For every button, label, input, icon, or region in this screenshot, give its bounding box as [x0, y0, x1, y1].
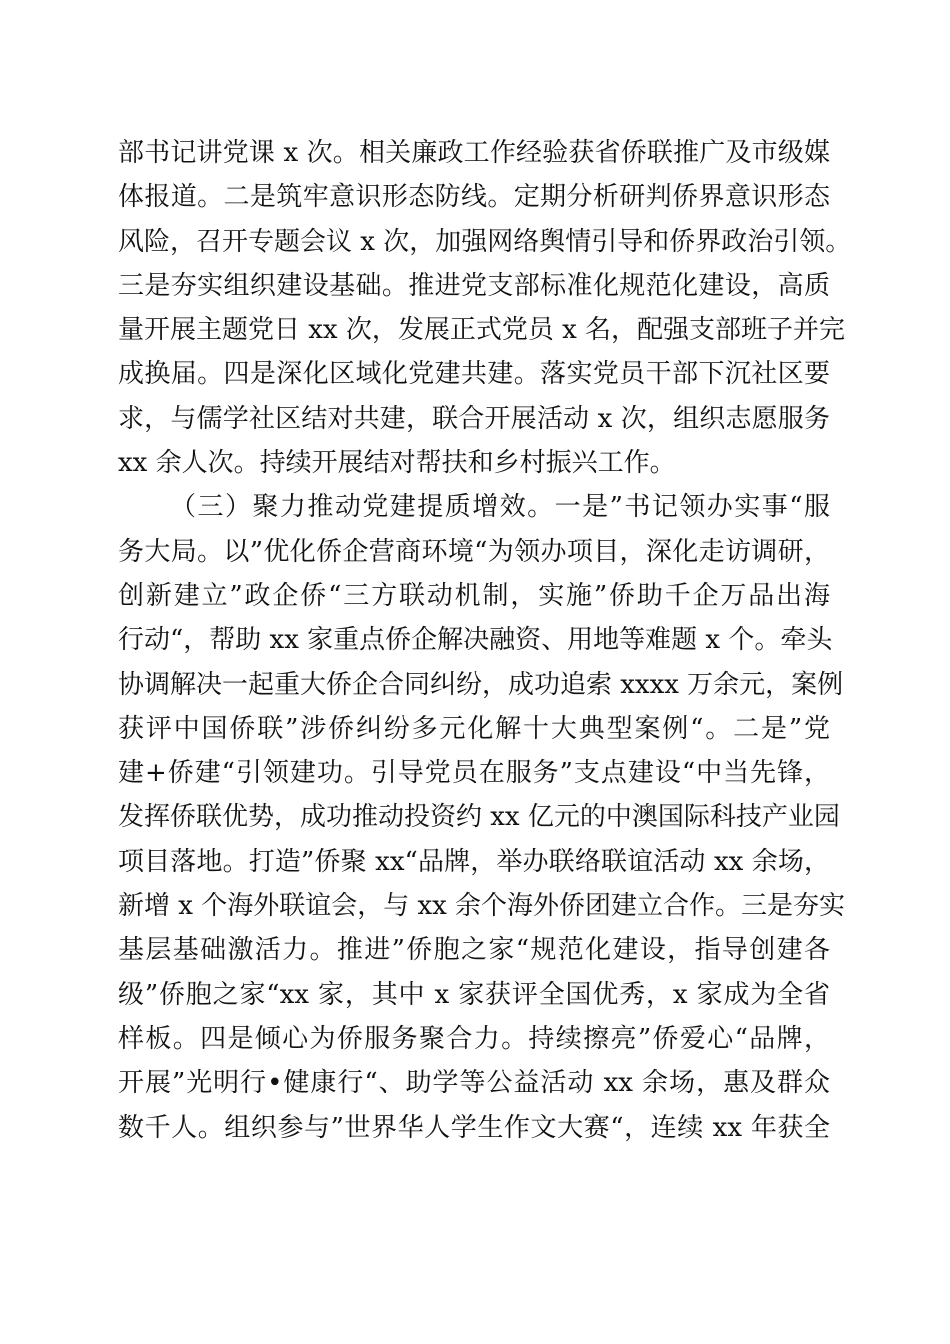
text-line: 协调解决一起重大侨企合同纠纷，成功追索 xxxx 万余元，案例 [118, 669, 844, 700]
text-line: 求，与儒学社区结对共建，联合开展活动 x 次，组织志愿服务 [118, 403, 830, 434]
text-line: 项目落地。打造”侨聚 xx“品牌，举办联络联谊活动 xx 余场， [118, 846, 830, 877]
paragraph-1 [118, 131, 852, 485]
text-line: xx 余人次。持续开展结对帮扶和乡村振兴工作。 [118, 448, 676, 479]
text-line: 创新建立”政企侨“三方联动机制，实施”侨助千企万品出海 [118, 580, 830, 611]
text-line: 发挥侨联优势，成功推动投资约 xx 亿元的中澳国际科技产业园 [118, 802, 840, 833]
text-line: 开展”光明行•健康行“、助学等公益活动 xx 余场，惠及群众 [118, 1068, 830, 1099]
text-line: 风险，召开专题会议 x 次，加强网络舆情引导和侨界政治引领。 [118, 226, 852, 257]
text-line: 量开展主题党日 xx 次，发展正式党员 x 名，配强支部班子并完 [118, 315, 846, 346]
document-body [118, 131, 852, 1150]
text-line: 务大局。以”优化侨企营商环境“为领办项目，深化走访调研， [118, 536, 830, 567]
text-line: 建+侨建“引领建功。引导党员在服务”支点建设“中当先锋， [118, 758, 830, 789]
text-line: 样板。四是倾心为侨服务聚合力。持续擦亮”侨爱心“品牌， [118, 1023, 830, 1054]
section-heading-line: （三）聚力推动党建提质增效。一是”书记领办实事“服 [170, 492, 830, 523]
text-line: 基层基础激活力。推进”侨胞之家“规范化建设，指导创建各 [118, 935, 830, 966]
text-line: 数千人。组织参与”世界华人学生作文大赛“，连续 xx 年获全 [118, 1112, 830, 1143]
text-line: 级”侨胞之家“xx 家，其中 x 家获评全国优秀，x 家成为全省 [118, 979, 830, 1010]
text-line: 获评中国侨联”涉侨纠纷多元化解十大典型案例“。二是”党 [118, 713, 830, 744]
text-line: 三是夯实组织建设基础。推进党支部标准化规范化建设，高质 [118, 270, 830, 301]
text-line: 部书记讲党课 x 次。相关廉政工作经验获省侨联推广及市级媒 [118, 138, 830, 168]
text-line: 体报道。二是筑牢意识形态防线。定期分析研判侨界意识形态 [118, 182, 830, 213]
text-line: 成换届。四是深化区域化党建共建。落实党员干部下沉社区要 [118, 359, 830, 390]
text-line: 行动“，帮助 xx 家重点侨企解决融资、用地等难题 x 个。牵头 [118, 625, 833, 656]
text-line: 新增 x 个海外联谊会，与 xx 余个海外侨团建立合作。三是夯实 [118, 891, 846, 922]
paragraph-2 [118, 485, 846, 1149]
